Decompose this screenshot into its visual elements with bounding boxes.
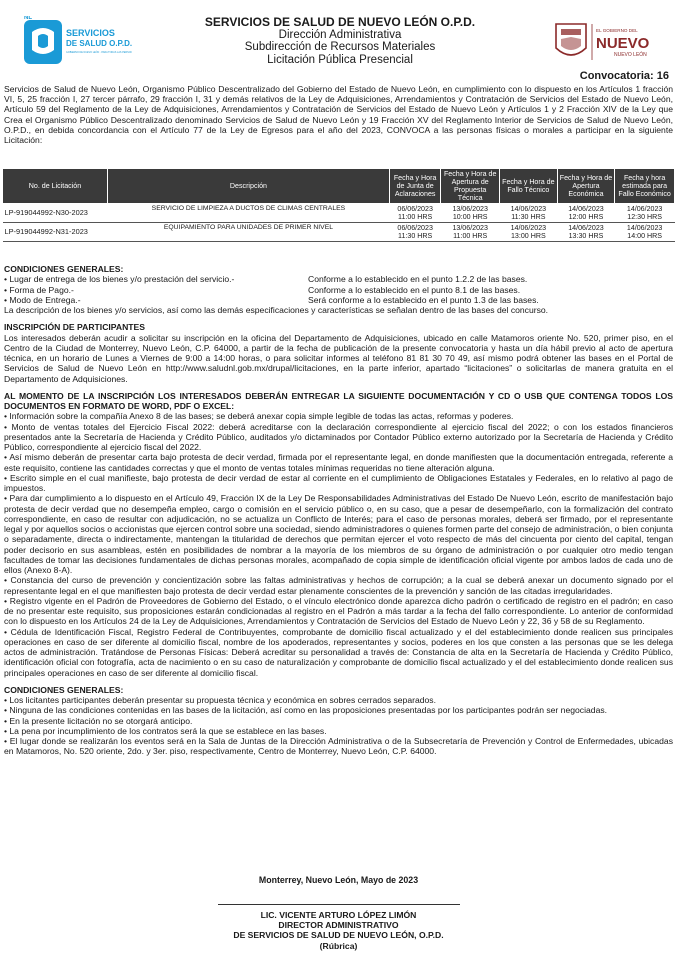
- documentacion-item: • Información sobre la compañía Anexo 8 de las bases; se deberá anexar copia simple legible de todas las actas, reformas y poderes.: [4, 411, 514, 422]
- licitacion-description: SERVICIO DE LIMPIEZA A DUCTOS DE CLIMAS CENTRALES: [107, 204, 389, 223]
- condicion-label: • Forma de Pago.-: [4, 284, 74, 295]
- signer-title: DIRECTOR ADMINISTRATIVO: [278, 920, 399, 931]
- documentacion-item: • Para dar cumplimiento a lo dispuesto en el Artículo 49, Fracción IX de la Ley De Responsabilidades Administrativas del Estado De Nuevo León, escrito de manifestación bajo protesta de decir verdad que no desempeña empleo, cargo o comisión en el servicio público o, en su caso, que a pesar de desempeñarlo, con la formalización del contrato correspondiente, en caso de resultar con adjudicación, no se actualiza un Conflicto de Interés; para el caso de personas morales, deberá ser firmado, por el representante legal y por aquellos socios o accionistas que ejercen control sobre una sociedad, siendo administradores o quienes formen parte del consejo de administración, o bien conjunta o separadamente, directa o indirectamente, mantengan la titularidad de derechos que permitan ejercer el voto respecto de más del cincuenta por ciento del capital, tengan poder decisorio en sus asambleas, estén en posibilidades de nombrar a la mayoría de los miembros de su órgano de administración o por cualquier otro medio tengan facultades de tomar las decisiones fundamentales de dichas personas morales, acompañado de copia simple de identificación oficial vigente por ambos lados de cada uno de ellos (Anexo 8-A).: [4, 493, 673, 575]
- date-value: 14/06/2023: [510, 224, 547, 232]
- signer-org: DE SERVICIOS DE SALUD DE NUEVO LEÓN, O.P.D.: [233, 930, 444, 941]
- inscripcion-text: Los interesados deberán acudir a solicitar su inscripción en la oficina del Departamento de Adquisiciones, ubicado en calle Matamoros oriente No. 520, primer piso, en el Centro de la Ciudad de Monterrey, Nuevo León, C.P. 64000, a partir de la fecha de publicación de la presente convocatoria y hasta un día hábil previo al acto de apertura técnica, en un horario de Lunes a Viernes de 9:00 a 14:00 horas, o para solicitar informes al teléfono 81 81 30 70 49, así mismo podrá obtener las bases en el Portal de Servicios de Salud de Nuevo León en http://www.saludnl.gob.mx/drupal/licitaciones, en la parte inferior, apartado “licitaciones” o solicitarlas de manera gratuita en el Departamento de Adquisiciones.: [4, 332, 673, 384]
- logo-servicios-text: SERVICIOS: [66, 28, 115, 38]
- condicion-item: • La pena por incumplimiento de los contratos será la que se establece en las bases.: [4, 725, 327, 736]
- condicion-item: • Los licitantes participantes deberán presentar su propuesta técnica y económica en sobres cerrados separados.: [4, 695, 436, 705]
- signature-block: [0, 910, 677, 951]
- documentacion-item: • Registro vigente en el Padrón de Proveedores de Gobierno del Estado, o el vínculo electrónico donde aparezca dicho padrón o certificado de registro en el padrón; en caso de no presentar este requisito, sus proposiciones estarán condicionadas al registro en el Padrón a más tardar a la fecha del fallo correspondiente. Lo anterior de conformidad con lo dispuesto en los Artículos 24 de la Ley de Adquisiciones, Arrendamientos y Contratación de Servicios del Estado de Nuevo León y 22, 36 y 58 de su Reglamento.: [4, 595, 673, 627]
- logo-nuevo-leon-text: NUEVO LEÓN: [614, 52, 647, 58]
- table-row: [3, 223, 675, 242]
- logo-gobierno-text: EL GOBIERNO DEL: [596, 28, 638, 33]
- date-value: 14/06/2023: [626, 205, 663, 213]
- time-value: 12:30 HRS: [627, 213, 662, 221]
- date-cell: [441, 223, 500, 242]
- direccion-title: Dirección Administrativa: [278, 28, 402, 41]
- documentacion-title: AL MOMENTO DE LA INSCRIPCIÓN LOS INTERESADOS DEBERÁN ENTREGAR LA SIGUIENTE DOCUMENTACIÓN Y CD O USB QUE CONTENGA TODOS LOS DOCUMENTOS EN FORMATO DE WORD, PDF O EXCEL:: [4, 390, 673, 411]
- condiciones-generales-title: CONDICIONES GENERALES:: [4, 684, 124, 695]
- condicion-label: • Modo de Entrega.-: [4, 294, 81, 305]
- date-value: 14/06/2023: [568, 205, 604, 213]
- licitacion-number: LP-919044992-N30-2023: [3, 204, 108, 223]
- time-value: 14:00 HRS: [627, 232, 662, 240]
- licitaciones-table: [2, 168, 675, 242]
- time-value: 13:00 HRS: [510, 232, 546, 240]
- servicios-salud-logo-icon: [22, 16, 132, 68]
- condicion-item: • El lugar donde se realizarán los eventos será en la Sala de Juntas de la Dirección Administrativa o de la Subsecretaría de Prevención y Control de Enfermedades, ubicadas en Matamoros, No. 520 oriente, 2do. y 3er. piso, respectivamente, Centro de Monterrey, Nuevo León, C.P. 64000.: [4, 736, 673, 757]
- date-value: 14/06/2023: [626, 224, 663, 232]
- licitacion-type: Licitación Pública Presencial: [267, 53, 413, 66]
- documentacion-item: • Cédula de Identificación Fiscal, Registro Federal de Contribuyentes, comprobante de domicilio fiscal actualizado y el del establecimiento donde realicen sus principales operaciones en caso de ser diferente al domicilio fiscal, nombre de los apoderados, representantes y socios, poderes en los que consten a las personas que se les delega actos de administración. Tratándose de Personas Físicas: Deberá acreditar su personalidad a través de: Constancia de alta en la Secretaría de Hacienda y Crédito Público, identificación oficial con fotografía, acta de nacimiento o en su caso de naturalización y comprobante de domicilio fiscal actualizado y el del establecimiento donde realicen sus principales operaciones en caso de ser diferente al domicilio fiscal.: [4, 626, 673, 678]
- date-cell: [500, 223, 558, 242]
- signer-name: LIC. VICENTE ARTURO LÓPEZ LIMÓN: [260, 910, 417, 920]
- org-title: SERVICIOS DE SALUD DE NUEVO LEÓN O.P.D.: [204, 15, 476, 29]
- subdireccion-title: Subdirección de Recursos Materiales: [244, 41, 436, 53]
- date-cell: [389, 223, 440, 242]
- time-value: 12:00 HRS: [568, 213, 604, 221]
- date-cell: [557, 223, 615, 242]
- header-num: No. de Licitación: [3, 169, 108, 204]
- servicios-salud-logo: [22, 16, 132, 68]
- signature-line: [218, 904, 460, 905]
- condicion-row: [4, 274, 673, 284]
- documentacion-item: • Monto de ventas totales del Ejercicio Fiscal 2022: deberá acreditarse con la declaración correspondiente al ejercicio fiscal del 2022; o con los estados financieros presentados ante la Secretaría de Hacienda y Crédito Público, auditados y/o dictaminados por Contador Público externo autorizado por la Secretaría de Hacienda y Crédito Público, correspondiente al ejercicio fiscal del 2022.: [4, 421, 673, 452]
- header-apertura-economica: Fecha y Hora de Apertura Económica: [557, 169, 615, 204]
- time-value: 10:00 HRS: [452, 213, 488, 221]
- condicion-item: • Ninguna de las condiciones contenidas en las bases de la licitación, así como en las proposiciones presentadas por los participantes podrán ser negociadas.: [4, 705, 608, 716]
- time-value: 11:00 HRS: [453, 232, 488, 240]
- gobierno-nuevo-leon-logo: [552, 18, 664, 66]
- table-header-row: [3, 169, 675, 204]
- rubrica: (Rúbrica): [319, 940, 358, 951]
- licitacion-description: EQUIPAMIENTO PARA UNIDADES DE PRIMER NIVEL: [107, 223, 389, 242]
- header-apertura-tecnica: Fecha y Hora de Apertura de Propuesta Técnica: [441, 169, 500, 204]
- time-value: 11:30 HRS: [398, 232, 433, 240]
- condicion-label: • Lugar de entrega de los bienes y/o prestación del servicio.-: [4, 274, 235, 285]
- date-value: 13/06/2023: [452, 224, 488, 232]
- date-cell: [557, 204, 615, 223]
- condicion-row: [4, 285, 673, 295]
- documentacion-item: • Constancia del curso de prevención y concientización sobre las faltas administrativas y hechos de corrupción; a la cual se deberá anexar un documento signado por el representante legal en el que manifiesten bajo protesta de decir verdad estar plenamente conscientes de la prevención y sanción de las citadas irregularidades.: [4, 575, 673, 596]
- convocatoria-number: Convocatoria: 16: [579, 70, 669, 82]
- condiciones-title: CONDICIONES GENERALES:: [4, 264, 124, 274]
- licitacion-number: LP-919044992-N31-2023: [3, 223, 108, 242]
- condicion-value: Será conforme a lo establecido en el punto 1.3 de las bases.: [308, 294, 539, 305]
- logo-nl-text: NL: [24, 16, 32, 21]
- date-value: 14/06/2023: [568, 224, 604, 232]
- table-row: [3, 204, 675, 223]
- time-value: 13:30 HRS: [568, 232, 604, 240]
- date-value: 06/06/2023: [397, 224, 433, 232]
- condicion-row: [4, 295, 673, 305]
- place-date: Monterrey, Nuevo León, Mayo de 2023: [258, 875, 419, 885]
- header-fallo-economico: Fecha y hora estimada para Fallo Económico: [615, 169, 675, 204]
- condicion-value: Conforme a lo establecido en el punto 1.2.2 de las bases.: [308, 274, 528, 285]
- header-desc: Descripción: [107, 169, 389, 204]
- logo-salud-text: DE SALUD O.P.D.: [66, 39, 132, 48]
- condicion-item: • En la presente licitación no se otorgará anticipo.: [4, 715, 193, 726]
- header-junta: Fecha y Hora de Junta de Aclaraciones: [389, 169, 440, 204]
- date-cell: [441, 204, 500, 223]
- date-value: 13/06/2023: [452, 205, 488, 213]
- date-value: 06/06/2023: [397, 205, 433, 213]
- date-cell: [615, 204, 675, 223]
- header-title-block: [160, 16, 520, 66]
- time-value: 11:30 HRS: [511, 213, 546, 221]
- date-cell: [500, 204, 558, 223]
- header: [0, 0, 677, 82]
- date-value: 14/06/2023: [510, 205, 547, 213]
- gobierno-shield-icon: [552, 18, 664, 66]
- logo-tagline-text: GOBIERNO DE NUEVO LEÓN · PARA TODAS LAS PERSONAS: [66, 51, 132, 54]
- condiciones-description: La descripción de los bienes y/o servicios, así como las demás especificaciones y características se señalan dentro de las bases del concurso.: [4, 305, 549, 315]
- documentacion-item: • Así mismo deberán de presentar carta bajo protesta de decir verdad, firmada por el representante legal, en donde manifiesten que la documentación entregada, referente a este requisito, contiene las cantidades correctas y que el monto de ventas totales mínimas requeridas no tiene alteración alguna.: [4, 452, 673, 473]
- documentacion-item: • Escrito simple en el cual manifieste, bajo protesta de decir verdad de estar al corriente en el cumplimiento de Obligaciones Estatales y Federales, en lo relativo al pago de impuestos.: [4, 472, 673, 493]
- logo-nuevo-text: NUEVO: [596, 35, 650, 52]
- time-value: 11:00 HRS: [398, 213, 433, 221]
- date-cell: [615, 223, 675, 242]
- condicion-value: Conforme a lo establecido en el punto 8.1 de las bases.: [308, 284, 521, 295]
- header-fallo-tecnico: Fecha y Hora de Fallo Técnico: [500, 169, 558, 204]
- body-text: [4, 264, 673, 757]
- intro-paragraph: Servicios de Salud de Nuevo León, Organismo Público Descentralizado del Gobierno del Estado de Nuevo León, en cumplimiento con lo dispuesto en los Artículos 1 fracción VI, 5, 25 fracción I, 27 tercer párrafo, 29 fracción I, 31 y demás relativos de la Ley de Adquisiciones, Arrendamientos y Contratación de Servicios del Estado de Nuevo León, Artículo 59 del Reglamento de la Ley de Adquisiciones, Arrendamientos y Contratación de Servicios del Estado de Nuevo León y Artículos 1 y 2 Fracción XIV de la Ley que Crea el Organismo Público Descentralizado denominado Servicios de Salud de Nuevo León y 19 Fracción XV del Reglamento Interior de Servicios de Salud de Nuevo León, O.P.D., en debida concordancia con el Artículo 77 de la Ley de Egresos para el año del 2023, CONVOCA a las personas físicas o morales a participar en la siguiente Licitación:: [4, 84, 673, 146]
- inscripcion-title: INSCRIPCIÓN DE PARTICIPANTES: [4, 322, 146, 333]
- date-cell: [389, 204, 440, 223]
